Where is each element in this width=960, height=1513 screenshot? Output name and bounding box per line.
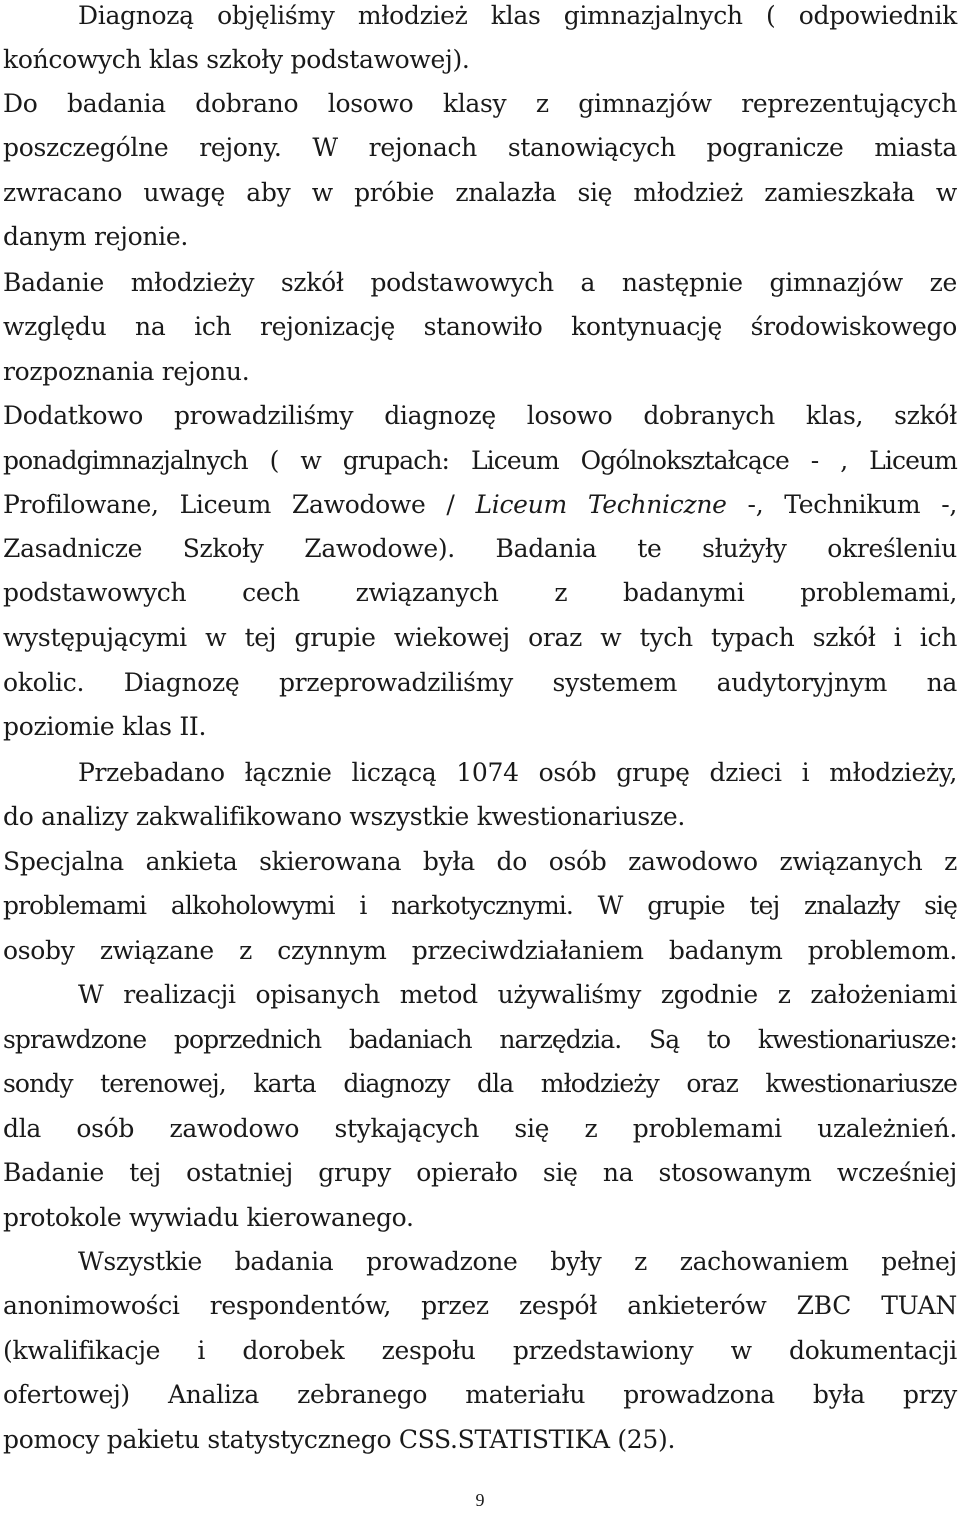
text-line-5: zwracano uwagę aby w próbie znalazła się młodzież zamieszkała w <box>3 178 957 207</box>
text-line-6: danym rejonie. <box>3 222 188 251</box>
text-line-11: ponadgimnazjalnych ( w grupach: Liceum Ogólnokształcące - , Liceum <box>3 446 957 475</box>
text-line-33: pomocy pakietu statystycznego CSS.STATISTIKA (25). <box>3 1425 676 1454</box>
text-line-12 <box>3 483 957 527</box>
text-line-2: końcowych klas szkoły podstawowej). <box>3 45 470 74</box>
text-line-32: ofertowej) Analiza zebranego materiału prowadzona była przy <box>3 1380 957 1409</box>
text-line-22: osoby związane z czynnym przeciwdziałaniem badanym problemom. <box>3 936 957 965</box>
text-line-10: Dodatkowo prowadziliśmy diagnozę losowo dobranych klas, szkół <box>3 401 957 430</box>
text-line-20: Specjalna ankieta skierowana była do osób zawodowo związanych z <box>3 847 957 876</box>
text-line-16: okolic. Diagnozę przeprowadziliśmy systemem audytoryjnym na <box>3 668 957 697</box>
text-line-1: Diagnozą objęliśmy młodzież klas gimnazjalnych ( odpowiednik <box>78 1 957 30</box>
text-line-18: Przebadano łącznie liczącą 1074 osób grupę dzieci i młodzieży, <box>78 758 957 787</box>
text-line-24: sprawdzone poprzednich badaniach narzędzia. Są to kwestionariusze: <box>3 1025 957 1054</box>
page-number: 9 <box>475 1490 485 1510</box>
text-line-27: Badanie tej ostatniej grupy opierało się na stosowanym wcześniej <box>3 1158 957 1187</box>
text-line-14: podstawowych cech związanych z badanymi problemami, <box>3 578 957 607</box>
text-line-7: Badanie młodzieży szkół podstawowych a następnie gimnazjów ze <box>3 268 957 297</box>
text-line-31: (kwalifikacje i dorobek zespołu przedstawiony w dokumentacji <box>3 1336 957 1365</box>
text-line-12-italic: Liceum Techniczne <box>475 490 727 519</box>
text-line-30: anonimowości respondentów, przez zespół ankieterów ZBC TUAN <box>3 1291 957 1320</box>
text-line-21: problemami alkoholowymi i narkotycznymi. W grupie tej znalazły się <box>3 891 957 920</box>
text-line-15: występującymi w tej grupie wiekowej oraz w tych typach szkół i ich <box>3 623 957 652</box>
text-line-3: Do badania dobrano losowo klasy z gimnazjów reprezentujących <box>3 89 957 118</box>
text-line-17: poziomie klas II. <box>3 712 207 741</box>
text-line-28: protokole wywiadu kierowanego. <box>3 1203 414 1232</box>
text-line-26: dla osób zawodowo stykających się z problemami uzależnień. <box>3 1114 957 1143</box>
text-line-12-after: -, Technikum -, <box>726 490 957 519</box>
text-line-19: do analizy zakwalifikowano wszystkie kwestionariusze. <box>3 802 685 831</box>
text-line-25: sondy terenowej, karta diagnozy dla młodzieży oraz kwestionariusze <box>3 1069 957 1098</box>
text-line-8: względu na ich rejonizację stanowiło kontynuację środowiskowego <box>3 312 957 341</box>
text-line-23: W realizacji opisanych metod używaliśmy zgodnie z założeniami <box>78 980 957 1009</box>
text-line-13: Zasadnicze Szkoły Zawodowe). Badania te służyły określeniu <box>3 534 957 563</box>
text-line-29: Wszystkie badania prowadzone były z zachowaniem pełnej <box>78 1247 957 1276</box>
text-line-12-before: Profilowane, Liceum Zawodowe / <box>3 490 476 519</box>
text-line-4: poszczególne rejony. W rejonach stanowiących pogranicze miasta <box>3 133 957 162</box>
text-line-9: rozpoznania rejonu. <box>3 357 250 386</box>
